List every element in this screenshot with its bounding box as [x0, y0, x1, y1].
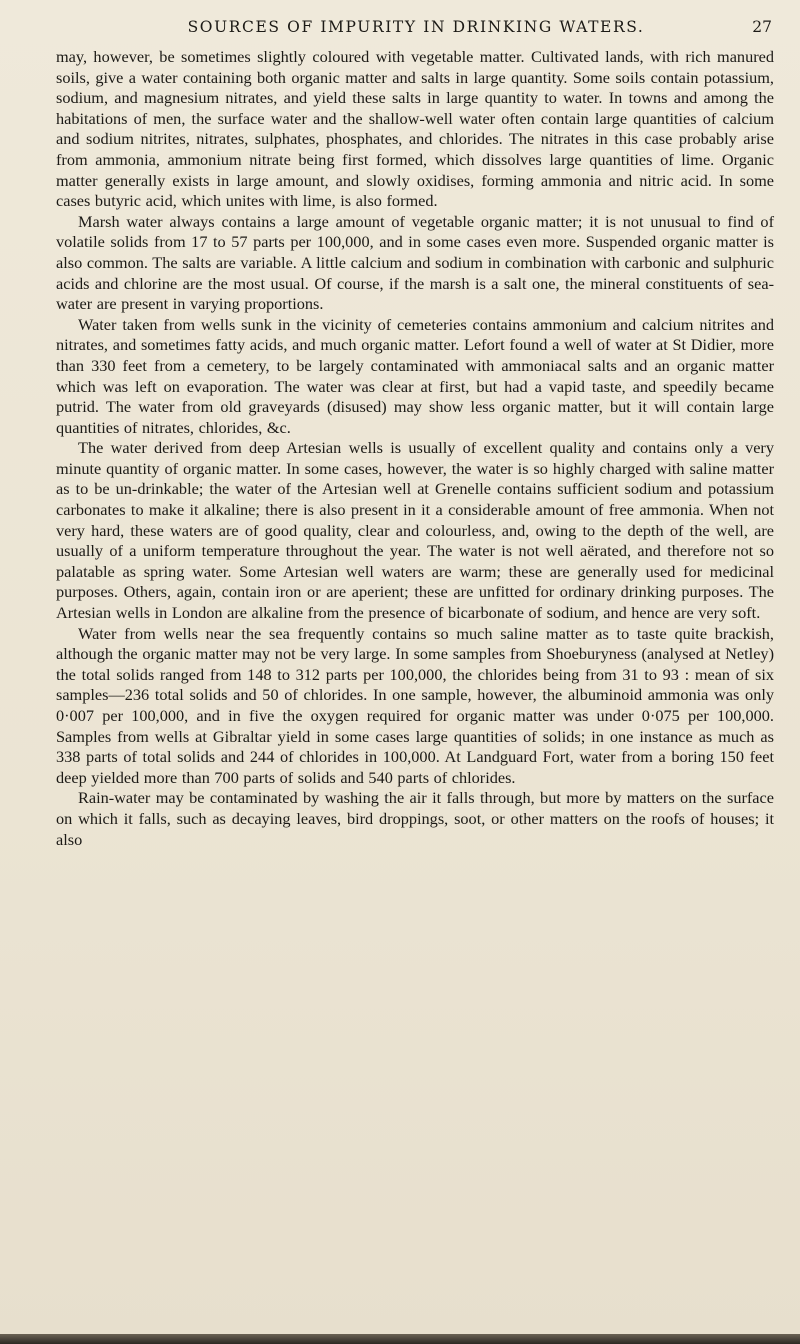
running-head: SOURCES OF IMPURITY IN DRINKING WATERS.: [187, 18, 645, 36]
paragraph-sea-wells: Water from wells near the sea frequently contains so much saline matter as to taste quite brackish, although the organic matter may not be very large. In some samples from Shoeburyness (analysed at Netley) the total solids ranged from 148 to 312 parts per 100,000, the chlorides being from 31 to 93 : mean of six samples—236 total solids and 50 of chlorides. In one sample, however, the albuminoid ammonia was only 0·007 per 100,000, and in five the oxygen required for organic matter was under 0·075 per 100,000. Samples from wells at Gibraltar yield in some cases large quantities of solids; in one instance as much as 338 parts of total solids and 244 of chlorides in 100,000. At Landguard Fort, water from a boring 150 feet deep yielded more than 700 parts of solids and 540 parts of chlorides.: [56, 623, 774, 787]
paragraph-cultivated-lands: may, however, be sometimes slightly coloured with vegetable matter. Cultivated lands, with rich manured soils, give a water containing both organic matter and salts in large quantity. Some soils contain potassium, sodium, and magnesium nitrates, and yield these salts in large quantity to water. In towns and among the habitations of men, the surface water and the shallow-well water often contain large quantities of calcium and sodium nitrites, nitrates, sulphates, phosphates, and chlorides. The nitrates in this case probably arise from ammonia, ammonium nitrate being first formed, which dissolves large quantities of lime. Organic matter generally exists in large amount, and slowly oxidises, forming ammonia and nitric acid. In some cases butyric acid, which unites with lime, is also formed.: [56, 47, 774, 211]
paragraph-artesian-wells: The water derived from deep Artesian wells is usually of excellent quality and contains only a very minute quantity of organic matter. In some cases, however, the water is so highly charged with saline matter as to be un-drinkable; the water of the Artesian well at Grenelle contains sufficient sodium and potassium carbonates to make it alkaline; there is also present in it a considerable amount of free ammonia. When not very hard, these waters are of good quality, clear and colourless, and, owing to the depth of the well, are usually of a uniform temperature throughout the year. The water is not well aërated, and therefore not so palatable as spring water. Some Artesian well waters are warm; these are generally used for medicinal purposes. Others, again, contain iron or are aperient; these are unfitted for ordinary drinking purposes. The Artesian wells in London are alkaline from the presence of bicarbonate of sodium, and hence are very soft.: [56, 438, 774, 623]
paragraph-marsh-water: Marsh water always contains a large amount of vegetable organic matter; it is not unusual to find of volatile solids from 17 to 57 parts per 100,000, and in some cases even more. Suspended organic matter is also common. The salts are variable. A little calcium and sodium in combination with carbonic and sulphuric acids and chlorine are the most usual. Of course, if the marsh is a salt one, the mineral constituents of sea-water are present in varying proportions.: [56, 211, 774, 314]
scan-bottom-edge: [0, 1334, 800, 1344]
page-header: [60, 18, 772, 40]
body-text: [56, 47, 774, 850]
paragraph-cemetery-wells: Water taken from wells sunk in the vicinity of cemeteries contains ammonium and calcium nitrites and nitrates, and sometimes fatty acids, and much organic matter. Lefort found a well of water at St Didier, more than 330 feet from a cemetery, to be largely contaminated with ammoniacal salts and an organic matter which was left on evaporation. The water was clear at first, but had a vapid taste, and speedily became putrid. The water from old graveyards (disused) may show less organic matter, but it will contain large quantities of nitrates, chlorides, &c.: [56, 314, 774, 437]
paragraph-rain-water: Rain-water may be contaminated by washing the air it falls through, but more by matters on the surface on which it falls, such as decaying leaves, bird droppings, soot, or other matters on the roofs of houses; it also: [56, 788, 774, 849]
page-number: 27: [752, 18, 772, 36]
